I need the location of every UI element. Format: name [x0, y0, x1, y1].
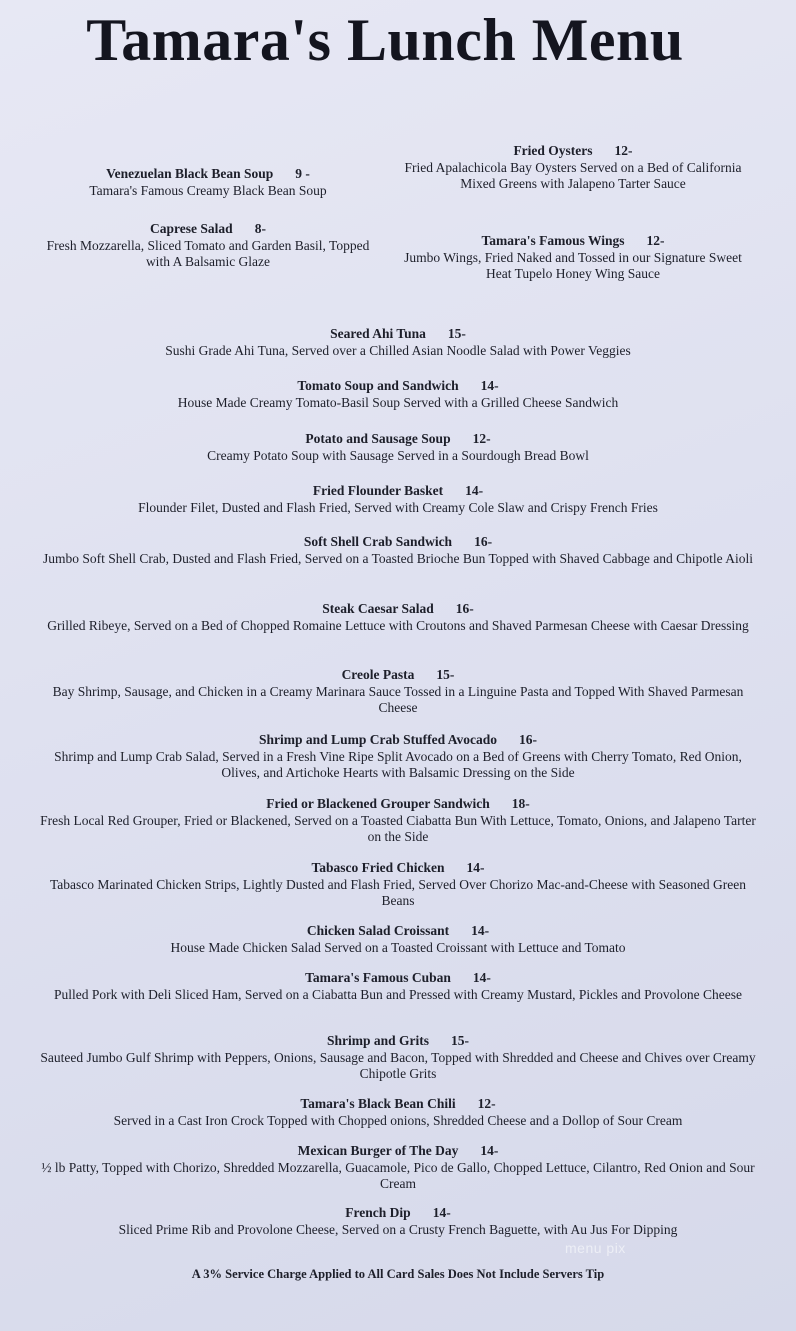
- menu-item: [40, 326, 756, 359]
- item-name: Soft Shell Crab Sandwich: [303, 534, 453, 549]
- item-name: Mexican Burger of The Day: [297, 1143, 459, 1158]
- menu-item: [40, 1033, 756, 1082]
- item-description: Flounder Filet, Dusted and Flash Fried, Served with Creamy Cole Slaw and Crispy French Fries: [138, 500, 658, 515]
- item-description: House Made Creamy Tomato-Basil Soup Served with a Grilled Cheese Sandwich: [177, 395, 619, 410]
- menu-item: [40, 601, 756, 634]
- menu-item: [40, 378, 756, 411]
- item-price: 12-: [477, 1096, 496, 1111]
- item-description: Bay Shrimp, Sausage, and Chicken in a Creamy Marinara Sauce Tossed in a Linguine Pasta and Topped With Shaved Parmesan Cheese: [52, 684, 744, 715]
- menu-item: [40, 923, 756, 956]
- item-price: 16-: [455, 601, 474, 616]
- item-description: Fresh Local Red Grouper, Fried or Blackened, Served on a Toasted Ciabatta Bun With Lettuce, Tomato, Onions, and Jalapeno Tarter on the Side: [40, 813, 756, 844]
- menu-item: [40, 860, 756, 909]
- item-price: 14-: [471, 923, 490, 938]
- item-name: Shrimp and Grits: [326, 1033, 430, 1048]
- item-price: 14-: [480, 1143, 499, 1158]
- menu-item: [40, 1205, 756, 1238]
- menu-item: [40, 667, 756, 716]
- item-name: Potato and Sausage Soup: [305, 431, 451, 446]
- item-description: Jumbo Soft Shell Crab, Dusted and Flash Fried, Served on a Toasted Brioche Bun Topped with Shaved Cabbage and Chipotle Aioli: [42, 551, 754, 566]
- item-description: Sushi Grade Ahi Tuna, Served over a Chilled Asian Noodle Salad with Power Veggies: [165, 343, 631, 358]
- item-description: Grilled Ribeye, Served on a Bed of Chopped Romaine Lettuce with Croutons and Shaved Parmesan Cheese with Caesar Dressing: [47, 618, 749, 633]
- item-price: 16-: [518, 732, 537, 747]
- menu-item: [38, 166, 378, 199]
- item-name: Tamara's Famous Cuban: [305, 970, 451, 985]
- item-name: Tamara's Black Bean Chili: [300, 1096, 456, 1111]
- item-name: Tamara's Famous Wings: [481, 233, 625, 248]
- item-description: Pulled Pork with Deli Sliced Ham, Served on a Ciabatta Bun and Pressed with Creamy Mustard, Pickles and Provolone Cheese: [53, 987, 742, 1002]
- item-name: Seared Ahi Tuna: [330, 326, 426, 341]
- item-price: 12-: [614, 143, 633, 158]
- item-name: Shrimp and Lump Crab Stuffed Avocado: [259, 732, 497, 747]
- watermark: menu pix: [565, 1240, 626, 1256]
- menu-item: [40, 431, 756, 464]
- item-price: 14-: [480, 378, 499, 393]
- item-description: Fried Apalachicola Bay Oysters Served on a Bed of California Mixed Greens with Jalapeno Tarter Sauce: [404, 160, 742, 191]
- item-price: 9 -: [295, 166, 310, 181]
- item-description: Sauteed Jumbo Gulf Shrimp with Peppers, Onions, Sausage and Bacon, Topped with Shredded and Cheese and Chives over Creamy Chipotle Grits: [40, 1050, 756, 1081]
- item-name: Creole Pasta: [341, 667, 415, 682]
- item-description: Jumbo Wings, Fried Naked and Tossed in our Signature Sweet Heat Tupelo Honey Wing Sauce: [404, 250, 742, 281]
- item-name: Caprese Salad: [150, 221, 233, 236]
- menu-item: [40, 796, 756, 845]
- item-name: Venezuelan Black Bean Soup: [106, 166, 274, 181]
- item-price: 15-: [447, 326, 466, 341]
- menu-item: [40, 483, 756, 516]
- item-description: Fresh Mozzarella, Sliced Tomato and Garden Basil, Topped with A Balsamic Glaze: [46, 238, 370, 269]
- menu-item: [40, 1096, 756, 1129]
- service-charge-note: A 3% Service Charge Applied to All Card Sales Does Not Include Servers Tip: [191, 1267, 605, 1281]
- item-description: Sliced Prime Rib and Provolone Cheese, Served on a Crusty French Baguette, with Au Jus For Dipping: [118, 1222, 678, 1237]
- item-name: Chicken Salad Croissant: [306, 923, 450, 938]
- item-name: Tabasco Fried Chicken: [311, 860, 445, 875]
- item-price: 14-: [472, 970, 491, 985]
- menu-item: [40, 534, 756, 567]
- menu-item: [40, 1143, 756, 1192]
- item-name: Steak Caesar Salad: [322, 601, 434, 616]
- item-price: 15-: [451, 1033, 470, 1048]
- item-description: Served in a Cast Iron Crock Topped with Chopped onions, Shredded Cheese and a Dollop of Sour Cream: [113, 1113, 683, 1128]
- item-price: 12-: [646, 233, 665, 248]
- menu-item: [38, 221, 378, 270]
- item-price: 14-: [465, 483, 484, 498]
- item-price: 14-: [466, 860, 485, 875]
- item-name: French Dip: [345, 1205, 411, 1220]
- item-price: 8-: [254, 221, 266, 236]
- item-price: 18-: [511, 796, 530, 811]
- item-price: 16-: [474, 534, 493, 549]
- item-description: ½ lb Patty, Topped with Chorizo, Shredded Mozzarella, Guacamole, Pico de Gallo, Chopped Lettuce, Cilantro, Red Onion and Sour Cream: [41, 1160, 755, 1191]
- item-name: Tomato Soup and Sandwich: [297, 378, 459, 393]
- menu-item: [398, 143, 748, 192]
- item-description: Tabasco Marinated Chicken Strips, Lightly Dusted and Flash Fried, Served Over Chorizo Mac-and-Cheese with Seasoned Green Beans: [49, 877, 746, 908]
- menu-item: [398, 233, 748, 282]
- item-description: Creamy Potato Soup with Sausage Served in a Sourdough Bread Bowl: [207, 448, 589, 463]
- item-price: 15-: [436, 667, 455, 682]
- item-description: House Made Chicken Salad Served on a Toasted Croissant with Lettuce and Tomato: [170, 940, 626, 955]
- item-description: Shrimp and Lump Crab Salad, Served in a Fresh Vine Ripe Split Avocado on a Bed of Greens with Cherry Tomato, Red Onion, Olives, and Artichoke Hearts with Balsamic Dressing on the Side: [54, 749, 742, 780]
- item-price: 12-: [472, 431, 491, 446]
- item-price: 14-: [432, 1205, 451, 1220]
- menu-item: [40, 970, 756, 1003]
- item-name: Fried Oysters: [513, 143, 593, 158]
- item-name: Fried Flounder Basket: [312, 483, 444, 498]
- item-name: Fried or Blackened Grouper Sandwich: [266, 796, 490, 811]
- item-description: Tamara's Famous Creamy Black Bean Soup: [89, 183, 327, 198]
- menu-title: Tamara's Lunch Menu: [86, 7, 684, 73]
- menu-item: [40, 732, 756, 781]
